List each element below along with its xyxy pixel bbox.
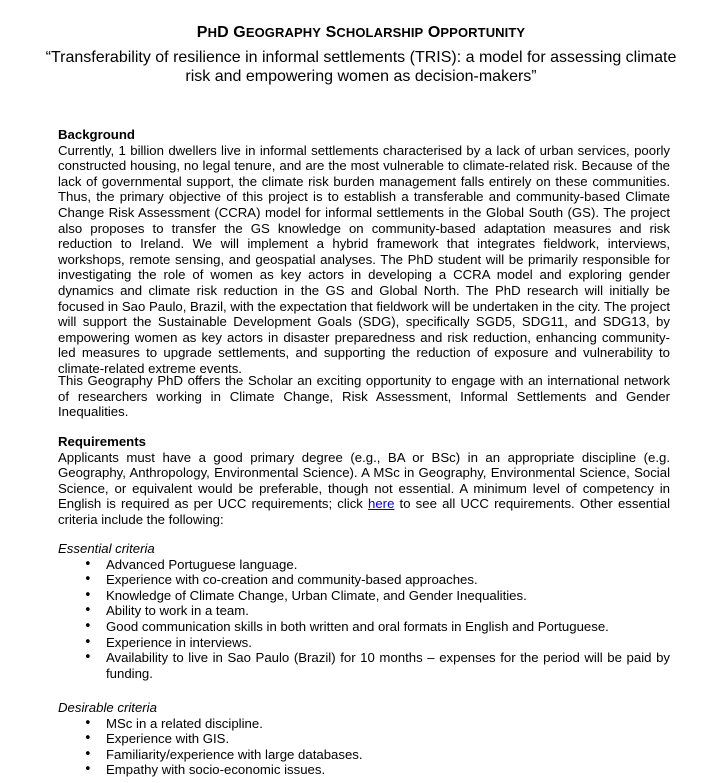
requirements-body: Applicants must have a good primary degree (e.g., BA or BSc) in an appropriate discipline (e.g. Geography, Anthropology, Environmental Science). A MSc in Geography, Environmental Science, Social Science, or equivalent would be preferable, though not essential. A minimum level of competency in English is required as per UCC requirements; click here to see all UCC requirements. Other essential criteria include the following:	[58, 449, 671, 527]
list-item: • Familiarity/experience with large databases.	[58, 747, 670, 763]
list-item: • Ability to work in a team.	[58, 603, 670, 619]
list-item: • Experience with GIS.	[58, 731, 670, 747]
opportunity-paragraph: This Geography PhD offers the Scholar an exciting opportunity to engage with an international network of researchers working in Climate Change, Risk Assessment, Informal Settlements and Gender Inequalities.	[58, 373, 670, 420]
requirements-heading: Requirements	[58, 434, 146, 449]
list-item: • MSc in a related discipline.	[58, 716, 670, 732]
ucc-requirements-link[interactable]: here	[368, 496, 395, 512]
list-item: • Availability to live in Sao Paulo (Brazil) for 10 months – expenses for the period will be paid by funding.	[58, 650, 670, 681]
list-item: • Experience with co-creation and community-based approaches.	[58, 572, 670, 588]
list-item: • Advanced Portuguese language.	[58, 557, 670, 573]
document-subtitle: “Transferability of resilience in informal settlements (TRIS): a model for assessing climate risk and empowering women as decision-makers”	[45, 49, 677, 85]
desirable-criteria-list	[58, 716, 670, 778]
background-heading: Background	[58, 127, 135, 142]
list-item: • Empathy with socio-economic issues.	[58, 762, 670, 778]
essential-criteria-list	[58, 557, 670, 682]
list-item: • Experience in interviews.	[58, 635, 670, 651]
desirable-criteria-heading: Desirable criteria	[58, 700, 157, 715]
essential-criteria-section	[58, 541, 670, 681]
list-item: • Knowledge of Climate Change, Urban Climate, and Gender Inequalities.	[58, 588, 670, 604]
background-body: Currently, 1 billion dwellers live in informal settlements characterised by a lack of urban services, poorly constructed housing, no legal tenure, and are the most vulnerable to climate-related risk. Because of the lack of governmental support, the climate risk burden management falls entirely on these communities. Thus, the primary objective of this project is to establish a transferable and community-based Climate Change Risk Assessment (CCRA) model for informal settlements in the Global South (GS). The project also proposes to transfer the GS knowledge on community-based adaptation measures and risk reduction to Ireland. We will implement a hybrid framework that integrates fieldwork, interviews, workshops, remote sensing, and geospatial analyses. The PhD student will be primarily responsible for investigating the role of women as key actors in developing a CCRA model and exploring gender dynamics and climate risk reduction in the GS and Global North. The PhD research will initially be focused in Sao Paulo, Brazil, with the expectation that fieldwork will be undertaken in the city. The project will support the Sustainable Development Goals (SDG), specifically SGD5, SDG11, and SDG13, by empowering women as key actors in disaster preparedness and risk reduction, enhancing community-led measures to upgrade settlements, and supporting the reduction of exposure and vulnerability to climate-related extreme events.	[58, 142, 670, 376]
background-section	[58, 127, 670, 377]
requirements-section	[58, 434, 670, 528]
list-item: • Good communication skills in both written and oral formats in English and Portuguese.	[58, 619, 670, 635]
document-title: PHD GEOGRAPHY SCHOLARSHIP OPPORTUNITY	[196, 24, 526, 41]
essential-criteria-heading: Essential criteria	[58, 541, 155, 556]
desirable-criteria-section	[58, 700, 670, 778]
